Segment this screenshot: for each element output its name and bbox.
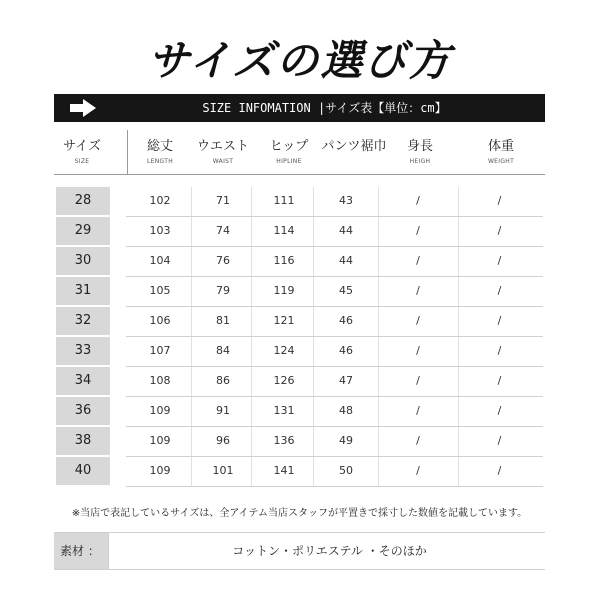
hem-cell: 48: [339, 404, 353, 417]
header-size-jp: サイズ: [63, 139, 101, 154]
material-divider: [108, 533, 109, 569]
header-hip: [256, 127, 322, 175]
size-info-banner: [54, 94, 545, 122]
table-row: [56, 277, 543, 307]
height-cell: /: [416, 404, 420, 417]
header-length-jp: 総丈: [146, 139, 173, 154]
height-cell: /: [416, 434, 420, 447]
hem-cell: 45: [339, 284, 353, 297]
hem-cell: 47: [339, 374, 353, 387]
length-cell: 106: [149, 314, 171, 327]
waist-cell: 91: [216, 404, 230, 417]
weight-cell: /: [497, 314, 502, 327]
table-row: [56, 397, 543, 427]
size-cell: 30: [56, 247, 110, 275]
weight-cell: /: [497, 464, 502, 477]
length-cell: 104: [149, 254, 171, 267]
size-cell: 33: [56, 337, 110, 365]
header-waist-en: WAIST: [212, 158, 234, 165]
header-waist: [190, 127, 256, 175]
weight-cell: /: [497, 254, 502, 267]
hem-cell: 50: [339, 464, 353, 477]
length-cell: 109: [149, 434, 171, 447]
weight-cell: /: [497, 374, 502, 387]
height-cell: /: [416, 284, 420, 297]
hip-cell: 131: [273, 404, 295, 417]
hem-cell: 44: [339, 254, 353, 267]
page-title: サイズの選び方: [147, 36, 453, 85]
header-weight-en: WEIGHT: [487, 158, 515, 165]
waist-cell: 81: [216, 314, 230, 327]
right-arrow-icon: [68, 98, 98, 118]
table-row: [56, 457, 543, 487]
header-hem-jp: パンツ裾巾: [321, 139, 387, 154]
height-cell: /: [416, 224, 420, 237]
header-size: [54, 127, 110, 175]
size-cell: 40: [56, 457, 110, 485]
size-cell: 31: [56, 277, 110, 305]
hem-cell: 49: [339, 434, 353, 447]
banner-text: SIZE INFOMATION |サイズ表【単位：cm】: [202, 101, 447, 115]
table-row: [56, 247, 543, 277]
header-waist-jp: ウエスト: [196, 139, 249, 154]
waist-cell: 79: [216, 284, 230, 297]
length-cell: 109: [149, 404, 171, 417]
header-height-jp: 身長: [406, 139, 433, 154]
header-size-en: SIZE: [74, 158, 90, 165]
material-value: コットン・ポリエステル ・そのほか: [232, 544, 427, 558]
height-cell: /: [416, 374, 420, 387]
height-cell: /: [416, 344, 420, 357]
hip-cell: 119: [273, 284, 295, 297]
hip-cell: 124: [273, 344, 295, 357]
header-rule: [54, 174, 545, 175]
weight-cell: /: [497, 404, 502, 417]
size-cell: 34: [56, 367, 110, 395]
height-cell: /: [416, 464, 420, 477]
table-row: [56, 427, 543, 457]
length-cell: 107: [149, 344, 171, 357]
hip-cell: 111: [273, 194, 295, 207]
header-hip-jp: ヒップ: [269, 139, 309, 154]
length-cell: 109: [149, 464, 171, 477]
size-cell: 28: [56, 187, 110, 215]
waist-cell: 86: [216, 374, 230, 387]
height-cell: /: [416, 194, 420, 207]
length-cell: 108: [149, 374, 171, 387]
measurement-note: ※当店で表記しているサイズは、全アイテム当店スタッフが平置きで採寸した数値を記載しています。: [71, 508, 528, 519]
waist-cell: 96: [216, 434, 230, 447]
header-hem: [316, 127, 392, 175]
material-row: [54, 532, 545, 570]
header-height-en: HEIGH: [409, 158, 431, 165]
waist-cell: 101: [212, 464, 234, 477]
waist-cell: 76: [216, 254, 230, 267]
weight-cell: /: [497, 194, 502, 207]
waist-cell: 84: [216, 344, 230, 357]
header-divider: [127, 130, 128, 174]
waist-cell: 74: [216, 224, 230, 237]
height-cell: /: [416, 254, 420, 267]
table-row: [56, 337, 543, 367]
hem-cell: 46: [339, 344, 353, 357]
length-cell: 105: [149, 284, 171, 297]
length-cell: 103: [149, 224, 171, 237]
size-cell: 29: [56, 217, 110, 245]
hip-cell: 126: [273, 374, 295, 387]
weight-cell: /: [497, 344, 502, 357]
table-row: [56, 187, 543, 217]
material-label: 素材 ：: [54, 533, 108, 569]
header-length-en: LENGTH: [146, 158, 174, 165]
size-cell: 38: [56, 427, 110, 455]
weight-cell: /: [497, 434, 502, 447]
hip-cell: 141: [273, 464, 295, 477]
size-cell: 36: [56, 397, 110, 425]
header-height: [388, 127, 452, 175]
row-divider: [126, 486, 543, 487]
hip-cell: 121: [273, 314, 295, 327]
hip-cell: 114: [273, 224, 295, 237]
height-cell: /: [416, 314, 420, 327]
weight-cell: /: [497, 224, 502, 237]
header-weight-jp: 体重: [487, 139, 514, 154]
hip-cell: 116: [273, 254, 295, 267]
weight-cell: /: [497, 284, 502, 297]
table-row: [56, 217, 543, 247]
hem-cell: 44: [339, 224, 353, 237]
size-cell: 32: [56, 307, 110, 335]
table-row: [56, 367, 543, 397]
length-cell: 102: [149, 194, 171, 207]
header-hip-en: HIPLINE: [276, 158, 302, 165]
waist-cell: 71: [216, 194, 230, 207]
hem-cell: 43: [339, 194, 353, 207]
table-row: [56, 307, 543, 337]
header-length: [130, 127, 190, 175]
hem-cell: 46: [339, 314, 353, 327]
hip-cell: 136: [273, 434, 295, 447]
header-weight: [468, 127, 534, 175]
